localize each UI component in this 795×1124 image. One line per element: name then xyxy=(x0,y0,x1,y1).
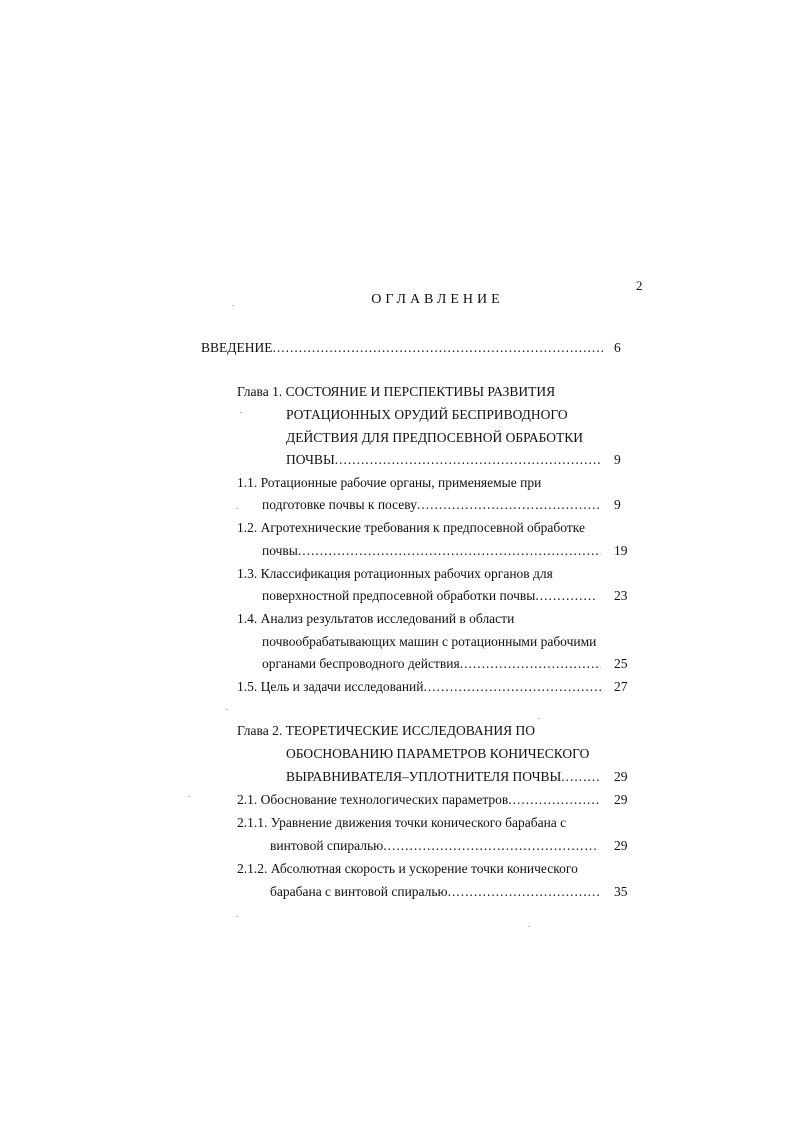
toc-section-2-1-2-line-2 xyxy=(270,884,601,900)
leader-dots xyxy=(535,588,597,604)
leader-dots xyxy=(561,769,599,785)
toc-entry-page: 9 xyxy=(614,497,621,512)
scan-speck xyxy=(240,412,242,413)
toc-section-1-3-line-2 xyxy=(262,588,597,604)
toc-entry-page: 25 xyxy=(614,656,628,671)
leader-dots xyxy=(424,679,603,695)
toc-section-1-4-line-3 xyxy=(262,656,601,672)
toc-entry-introduction[interactable] xyxy=(201,340,603,356)
leader-dots xyxy=(272,340,603,356)
toc-entry-page: 27 xyxy=(614,679,628,694)
toc-section-2-1-1-line-1[interactable]: 2.1.1. Уравнение движения точки конического барабана с xyxy=(237,815,567,830)
leader-dots xyxy=(298,543,601,559)
toc-entry-text: почвы xyxy=(262,543,298,558)
scan-speck xyxy=(232,305,234,306)
toc-entry-text: ВВЕДЕНИЕ xyxy=(201,340,273,355)
toc-section-1-3-line-1[interactable]: 1.3. Классификация ротационных рабочих органов для xyxy=(237,566,553,581)
toc-entry-page: 35 xyxy=(614,884,628,899)
toc-title: ОГЛАВЛЕНИЕ xyxy=(371,292,504,307)
toc-entry-page: 29 xyxy=(614,769,628,784)
toc-section-2-1-2-line-1[interactable]: 2.1.2. Абсолютная скорость и ускорение точки конического xyxy=(237,861,578,876)
toc-entry-page: 29 xyxy=(614,792,628,807)
toc-section-1-2-line-2 xyxy=(262,543,601,559)
leader-dots xyxy=(335,452,601,468)
toc-section-2-1[interactable] xyxy=(237,792,599,808)
toc-section-1-4-line-2: почвообрабатывающих машин с ротационными рабочими xyxy=(262,634,597,649)
page-number: 2 xyxy=(636,278,643,293)
toc-entry-text: винтовой спиралью xyxy=(270,838,384,853)
toc-chapter-1-line-2: РОТАЦИОННЫХ ОРУДИЙ БЕСПРИВОДНОГО xyxy=(286,407,568,422)
toc-chapter-2-line-3 xyxy=(286,769,599,785)
leader-dots xyxy=(508,792,599,808)
scan-speck xyxy=(538,718,540,719)
toc-entry-text: барабана с винтовой спиралью xyxy=(270,884,448,899)
toc-entry-text: подготовке почвы к посеву xyxy=(262,497,417,512)
toc-entry-page: 6 xyxy=(614,340,621,355)
toc-chapter-1-line-1[interactable]: Глава 1. СОСТОЯНИЕ И ПЕРСПЕКТИВЫ РАЗВИТИЯ xyxy=(237,384,556,399)
toc-section-1-2-line-1[interactable]: 1.2. Агротехнические требования к предпосевной обработке xyxy=(237,520,585,535)
toc-entry-text: органами беспроводного действия xyxy=(262,656,460,671)
toc-chapter-2-line-2: ОБОСНОВАНИЮ ПАРАМЕТРОВ КОНИЧЕСКОГО xyxy=(286,746,590,761)
scan-speck xyxy=(528,926,530,927)
toc-entry-text: 1.5. Цель и задачи исследований xyxy=(237,679,424,694)
toc-section-1-5[interactable] xyxy=(237,679,603,695)
toc-entry-text: ПОЧВЫ xyxy=(286,452,335,467)
leader-dots xyxy=(417,497,601,513)
toc-section-1-4-line-1[interactable]: 1.4. Анализ результатов исследований в области xyxy=(237,611,515,626)
toc-entry-text: 2.1. Обоснование технологических параметров xyxy=(237,792,509,807)
toc-entry-text: поверхностной предпосевной обработки почвы xyxy=(262,588,536,603)
toc-chapter-1-line-3: ДЕЙСТВИЯ ДЛЯ ПРЕДПОСЕВНОЙ ОБРАБОТКИ xyxy=(286,430,584,445)
scan-speck xyxy=(236,508,238,509)
scan-speck xyxy=(226,709,228,710)
toc-section-2-1-1-line-2 xyxy=(270,838,596,854)
toc-chapter-2-line-1[interactable]: Глава 2. ТЕОРЕТИЧЕСКИЕ ИССЛЕДОВАНИЯ ПО xyxy=(237,723,536,738)
toc-entry-page: 9 xyxy=(614,452,621,467)
toc-entry-page: 23 xyxy=(614,588,628,603)
toc-chapter-1-line-4 xyxy=(286,452,601,468)
toc-entry-page: 29 xyxy=(614,838,628,853)
toc-section-1-1-line-1[interactable]: 1.1. Ротационные рабочие органы, применяемые при xyxy=(237,475,542,490)
toc-entry-page: 19 xyxy=(614,543,628,558)
toc-section-1-1-line-2 xyxy=(262,497,601,513)
scan-speck xyxy=(236,916,238,917)
toc-entry-text: ВЫРАВНИВАТЕЛЯ–УПЛОТНИТЕЛЯ ПОЧВЫ xyxy=(286,769,562,784)
leader-dots xyxy=(383,838,596,854)
leader-dots xyxy=(448,884,601,900)
leader-dots xyxy=(460,656,601,672)
scan-speck xyxy=(188,796,190,797)
